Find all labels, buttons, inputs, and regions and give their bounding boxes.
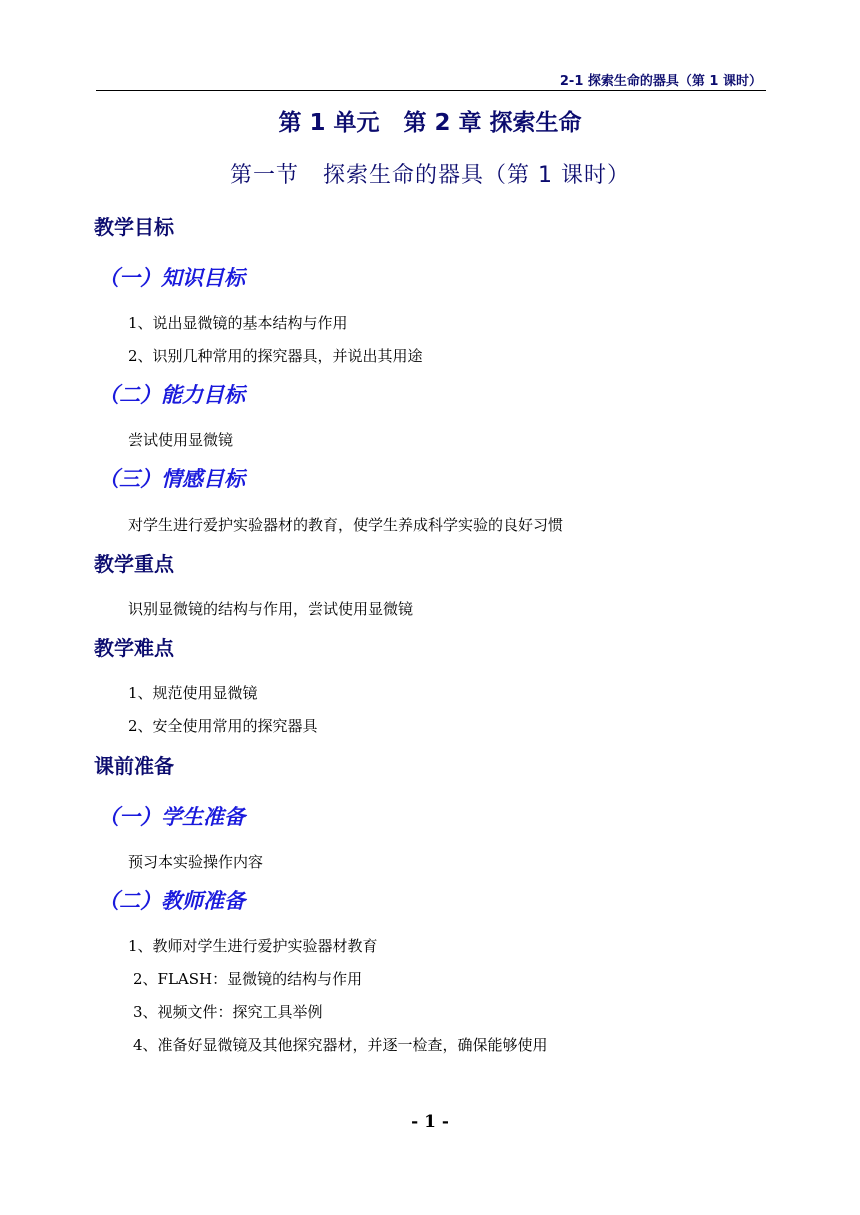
page-number: - 1 - — [411, 1112, 449, 1132]
list-item: 2、FLASH：显微镜的结构与作用 — [133, 970, 363, 988]
list-item: 2、安全使用常用的探究器具 — [128, 717, 318, 735]
section-title: 第一节 探索生命的器具（第 1 课时） — [230, 163, 630, 188]
unit-chapter-title: 第 1 单元 第 2 章 探索生命 — [278, 110, 582, 136]
heading-objectives: 教学目标 — [94, 215, 174, 239]
list-item: 1、教师对学生进行爱护实验器材教育 — [128, 937, 378, 955]
list-item: 2、识别几种常用的探究器具，并说出其用途 — [128, 347, 423, 365]
list-item: 预习本实验操作内容 — [128, 853, 264, 871]
heading-ability-objectives: （二）能力目标 — [98, 383, 245, 407]
heading-key-points: 教学重点 — [94, 552, 174, 576]
list-item: 识别显微镜的结构与作用，尝试使用显微镜 — [128, 600, 414, 618]
heading-preparation: 课前准备 — [94, 754, 174, 778]
list-item: 对学生进行爱护实验器材的教育，使学生养成科学实验的良好习惯 — [128, 516, 564, 534]
page-header — [96, 70, 766, 91]
list-item: 3、视频文件：探究工具举例 — [133, 1003, 323, 1021]
list-item: 1、说出显微镜的基本结构与作用 — [128, 314, 348, 332]
heading-difficulties: 教学难点 — [94, 636, 174, 660]
heading-knowledge-objectives: （一）知识目标 — [98, 266, 245, 290]
list-item: 1、规范使用显微镜 — [128, 684, 258, 702]
running-title: 2-1 探索生命的器具（第 1 课时） — [559, 74, 762, 89]
heading-teacher-preparation: （二）教师准备 — [98, 889, 245, 913]
heading-emotion-objectives: （三）情感目标 — [98, 467, 245, 491]
list-item: 4、准备好显微镜及其他探究器材，并逐一检查，确保能够使用 — [133, 1036, 548, 1054]
list-item: 尝试使用显微镜 — [128, 431, 234, 449]
heading-student-preparation: （一）学生准备 — [98, 805, 245, 829]
